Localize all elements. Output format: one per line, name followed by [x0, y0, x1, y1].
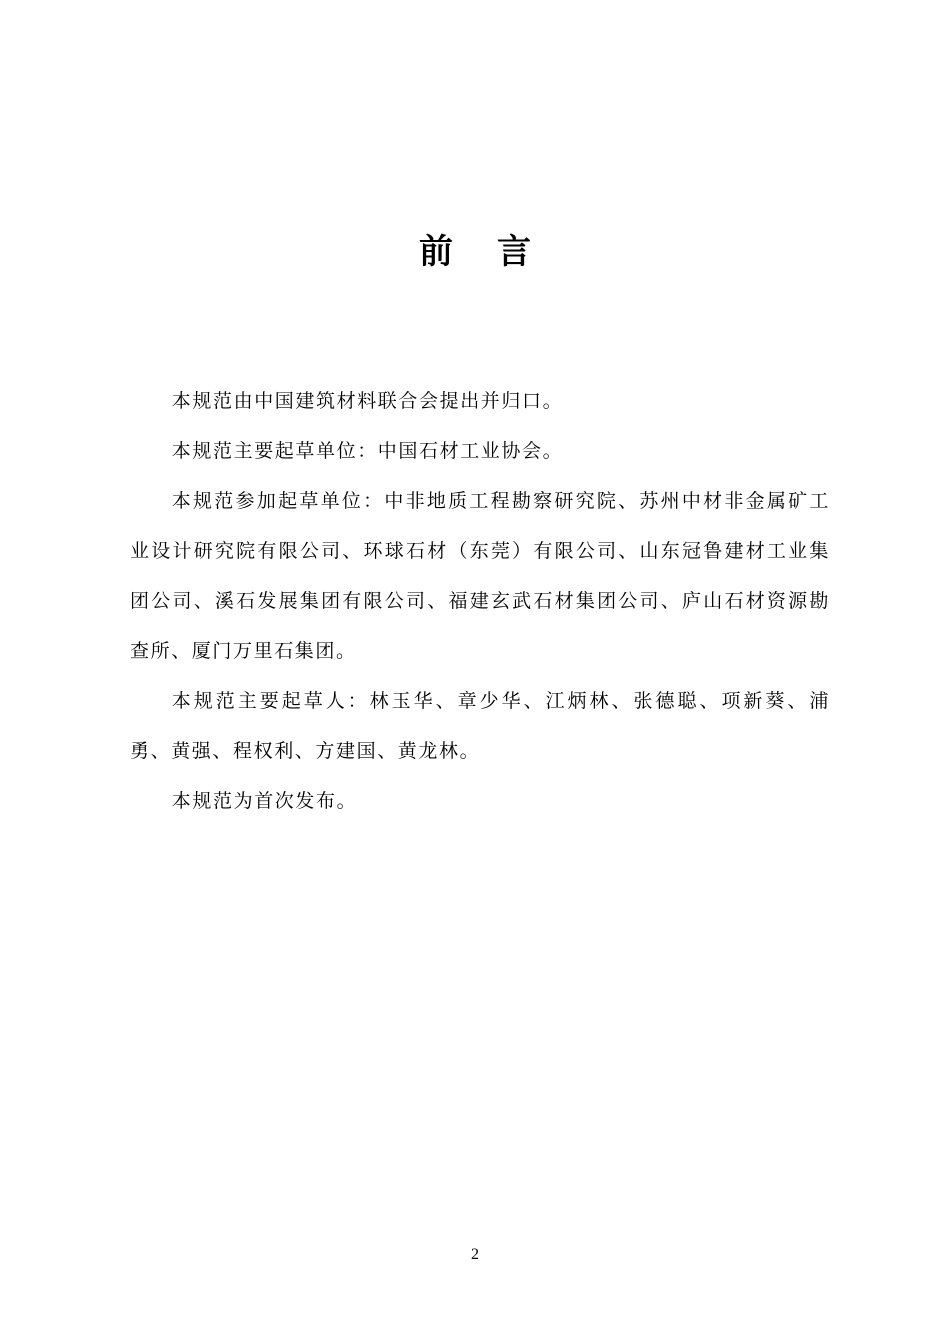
- paragraph-proposer: 本规范由中国建筑材料联合会提出并归口。: [171, 390, 564, 412]
- page-title-part-2: 言: [497, 232, 531, 272]
- preface-body: [130, 376, 830, 826]
- page-number: 2: [471, 1246, 479, 1263]
- paragraph-participating-units: 本规范参加起草单位：中非地质工程勘察研究院、苏州中材非金属矿工业设计研究院有限公司、环球石材（东莞）有限公司、山东冠鲁建材工业集团公司、溪石发展集团有限公司、福建玄武石材集团公司、庐山石材资源勘查所、厦门万里石集团。: [130, 490, 830, 662]
- paragraph-main-drafting-unit: 本规范主要起草单位：中国石材工业协会。: [171, 440, 564, 462]
- paragraph-main-drafters: 本规范主要起草人：林玉华、章少华、江炳林、张德聪、项新葵、浦勇、黄强、程权利、方建国、黄龙林。: [130, 690, 830, 762]
- page-title: [0, 228, 950, 276]
- paragraph-first-release: 本规范为首次发布。: [171, 790, 358, 812]
- page-title-part-1: 前: [419, 232, 453, 272]
